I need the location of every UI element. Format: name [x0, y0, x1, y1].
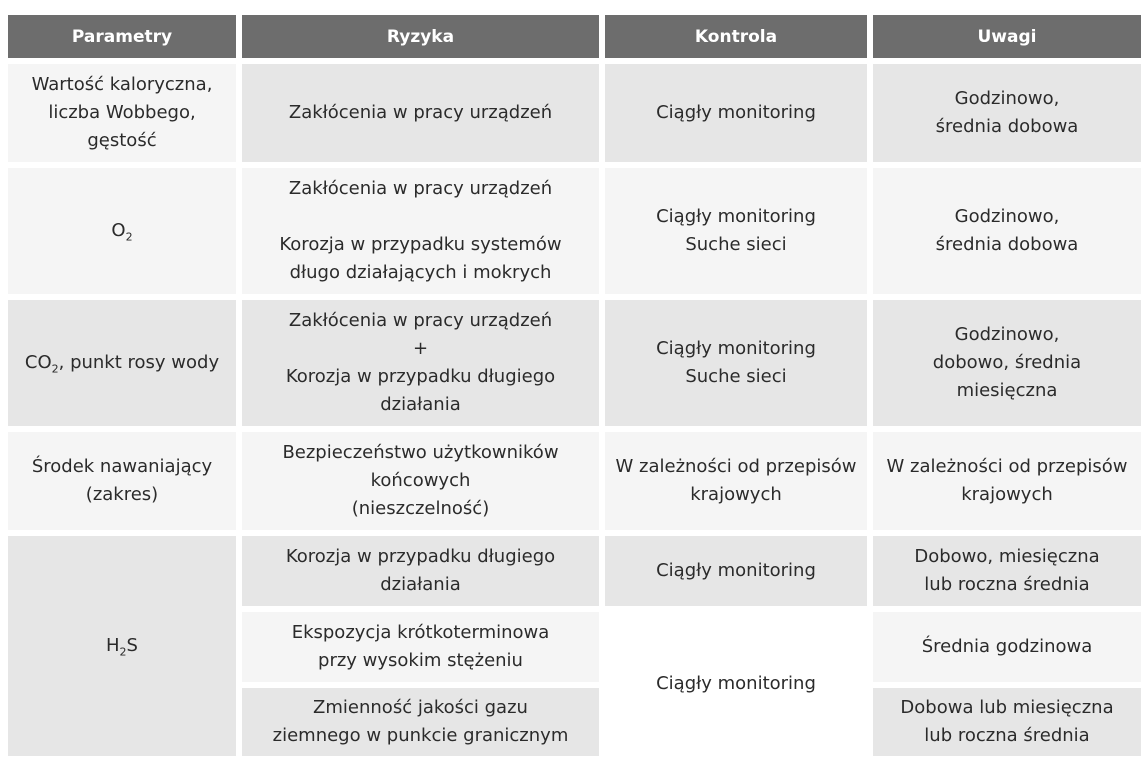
cell-line: działania [380, 394, 461, 415]
cell-line: Ciągły monitoring [656, 102, 816, 123]
param-main: O [111, 220, 126, 241]
table-row [8, 168, 1141, 294]
header-kontrola: Kontrola [605, 15, 867, 58]
header-uwagi: Uwagi [873, 15, 1141, 58]
control-cell [605, 64, 867, 162]
cell-line: W zależności od przepisów [615, 456, 857, 477]
table-row [8, 300, 1141, 426]
cell-line: ziemnego w punkcie granicznym [272, 725, 569, 746]
cell-line: Środek nawaniający [31, 456, 213, 477]
cell-line: + [412, 338, 429, 359]
cell-line: liczba Wobbego, [48, 102, 196, 123]
cell-line: Suche sieci [685, 234, 787, 255]
control-cell [605, 300, 867, 426]
table-row [8, 432, 1141, 530]
cell-line: (zakres) [85, 484, 159, 505]
control-cell [605, 168, 867, 294]
param-tail: S [126, 635, 138, 656]
cell-line: krajowych [690, 484, 782, 505]
cell-line: średnia dobowa [935, 234, 1079, 255]
cell-line: gęstość [87, 130, 157, 151]
cell-line: Ciągły monitoring [656, 338, 816, 359]
parameters-table [2, 9, 1141, 762]
cell-line: dobowo, średnia [932, 352, 1082, 373]
notes-cell [873, 432, 1141, 530]
cell-line: Dobowo, miesięczna [914, 546, 1100, 567]
control-cell [605, 612, 867, 756]
cell-line: Godzinowo, [954, 206, 1060, 227]
cell-line: działania [380, 574, 461, 595]
notes-cell [873, 688, 1141, 756]
param-tail: , punkt rosy wody [58, 352, 220, 373]
notes-cell [873, 300, 1141, 426]
cell-line: miesięczna [956, 380, 1058, 401]
param-main: H [106, 635, 120, 656]
cell-line: Ciągły monitoring [656, 206, 816, 227]
param-cell [8, 300, 236, 426]
cell-line: (nieszczelność) [351, 498, 490, 519]
cell-line: Ciągły monitoring [656, 560, 816, 581]
cell-line: Godzinowo, [954, 88, 1060, 109]
cell-line: przy wysokim stężeniu [318, 650, 523, 671]
notes-cell [873, 64, 1141, 162]
cell-line: krajowych [961, 484, 1053, 505]
notes-cell [873, 168, 1141, 294]
table-row [8, 536, 1141, 606]
cell-line: lub roczna średnia [924, 725, 1090, 746]
header-parametry: Parametry [8, 15, 236, 58]
cell-line: Dobowa lub miesięczna [900, 697, 1114, 718]
cell-line: Suche sieci [685, 366, 787, 387]
cell-line: lub roczna średnia [924, 574, 1090, 595]
header-ryzyka: Ryzyka [242, 15, 599, 58]
cell-line: Korozja w przypadku długiego [285, 546, 556, 567]
param-cell [8, 168, 236, 294]
cell-line: Zakłócenia w pracy urządzeń [288, 178, 553, 199]
cell-line: Korozja w przypadku systemów [279, 234, 562, 255]
param-subscript: 2 [125, 230, 133, 244]
cell-line: końcowych [370, 470, 471, 491]
param-subscript: 2 [51, 362, 59, 376]
control-cell [605, 432, 867, 530]
param-cell [8, 432, 236, 530]
param-cell [8, 536, 236, 756]
cell-line: Zakłócenia w pracy urządzeń [288, 102, 553, 123]
cell-line: Korozja w przypadku długiego [285, 366, 556, 387]
risk-cell [242, 536, 599, 606]
control-cell [605, 536, 867, 606]
cell-line: Ciągły monitoring [656, 673, 816, 694]
param-main: CO [24, 352, 52, 373]
cell-line: Wartość kaloryczna, [31, 74, 213, 95]
cell-line: Godzinowo, [954, 324, 1060, 345]
cell-line: Zakłócenia w pracy urządzeń [288, 310, 553, 331]
cell-line: długo działających i mokrych [289, 262, 552, 283]
cell-line: średnia dobowa [935, 116, 1079, 137]
cell-line: Średnia godzinowa [921, 636, 1093, 657]
risk-cell [242, 432, 599, 530]
risk-cell [242, 64, 599, 162]
param-cell [8, 64, 236, 162]
cell-line: W zależności od przepisów [886, 456, 1128, 477]
risk-cell [242, 300, 599, 426]
risk-cell [242, 612, 599, 682]
cell-line: Zmienność jakości gazu [313, 697, 528, 718]
param-subscript: 2 [119, 645, 127, 659]
cell-line: Bezpieczeństwo użytkowników [282, 442, 559, 463]
notes-cell [873, 536, 1141, 606]
notes-cell [873, 612, 1141, 682]
risk-cell [242, 688, 599, 756]
cell-line: Ekspozycja krótkoterminowa [291, 622, 550, 643]
header-row [8, 15, 1141, 58]
risk-cell [242, 168, 599, 294]
table-row [8, 64, 1141, 162]
